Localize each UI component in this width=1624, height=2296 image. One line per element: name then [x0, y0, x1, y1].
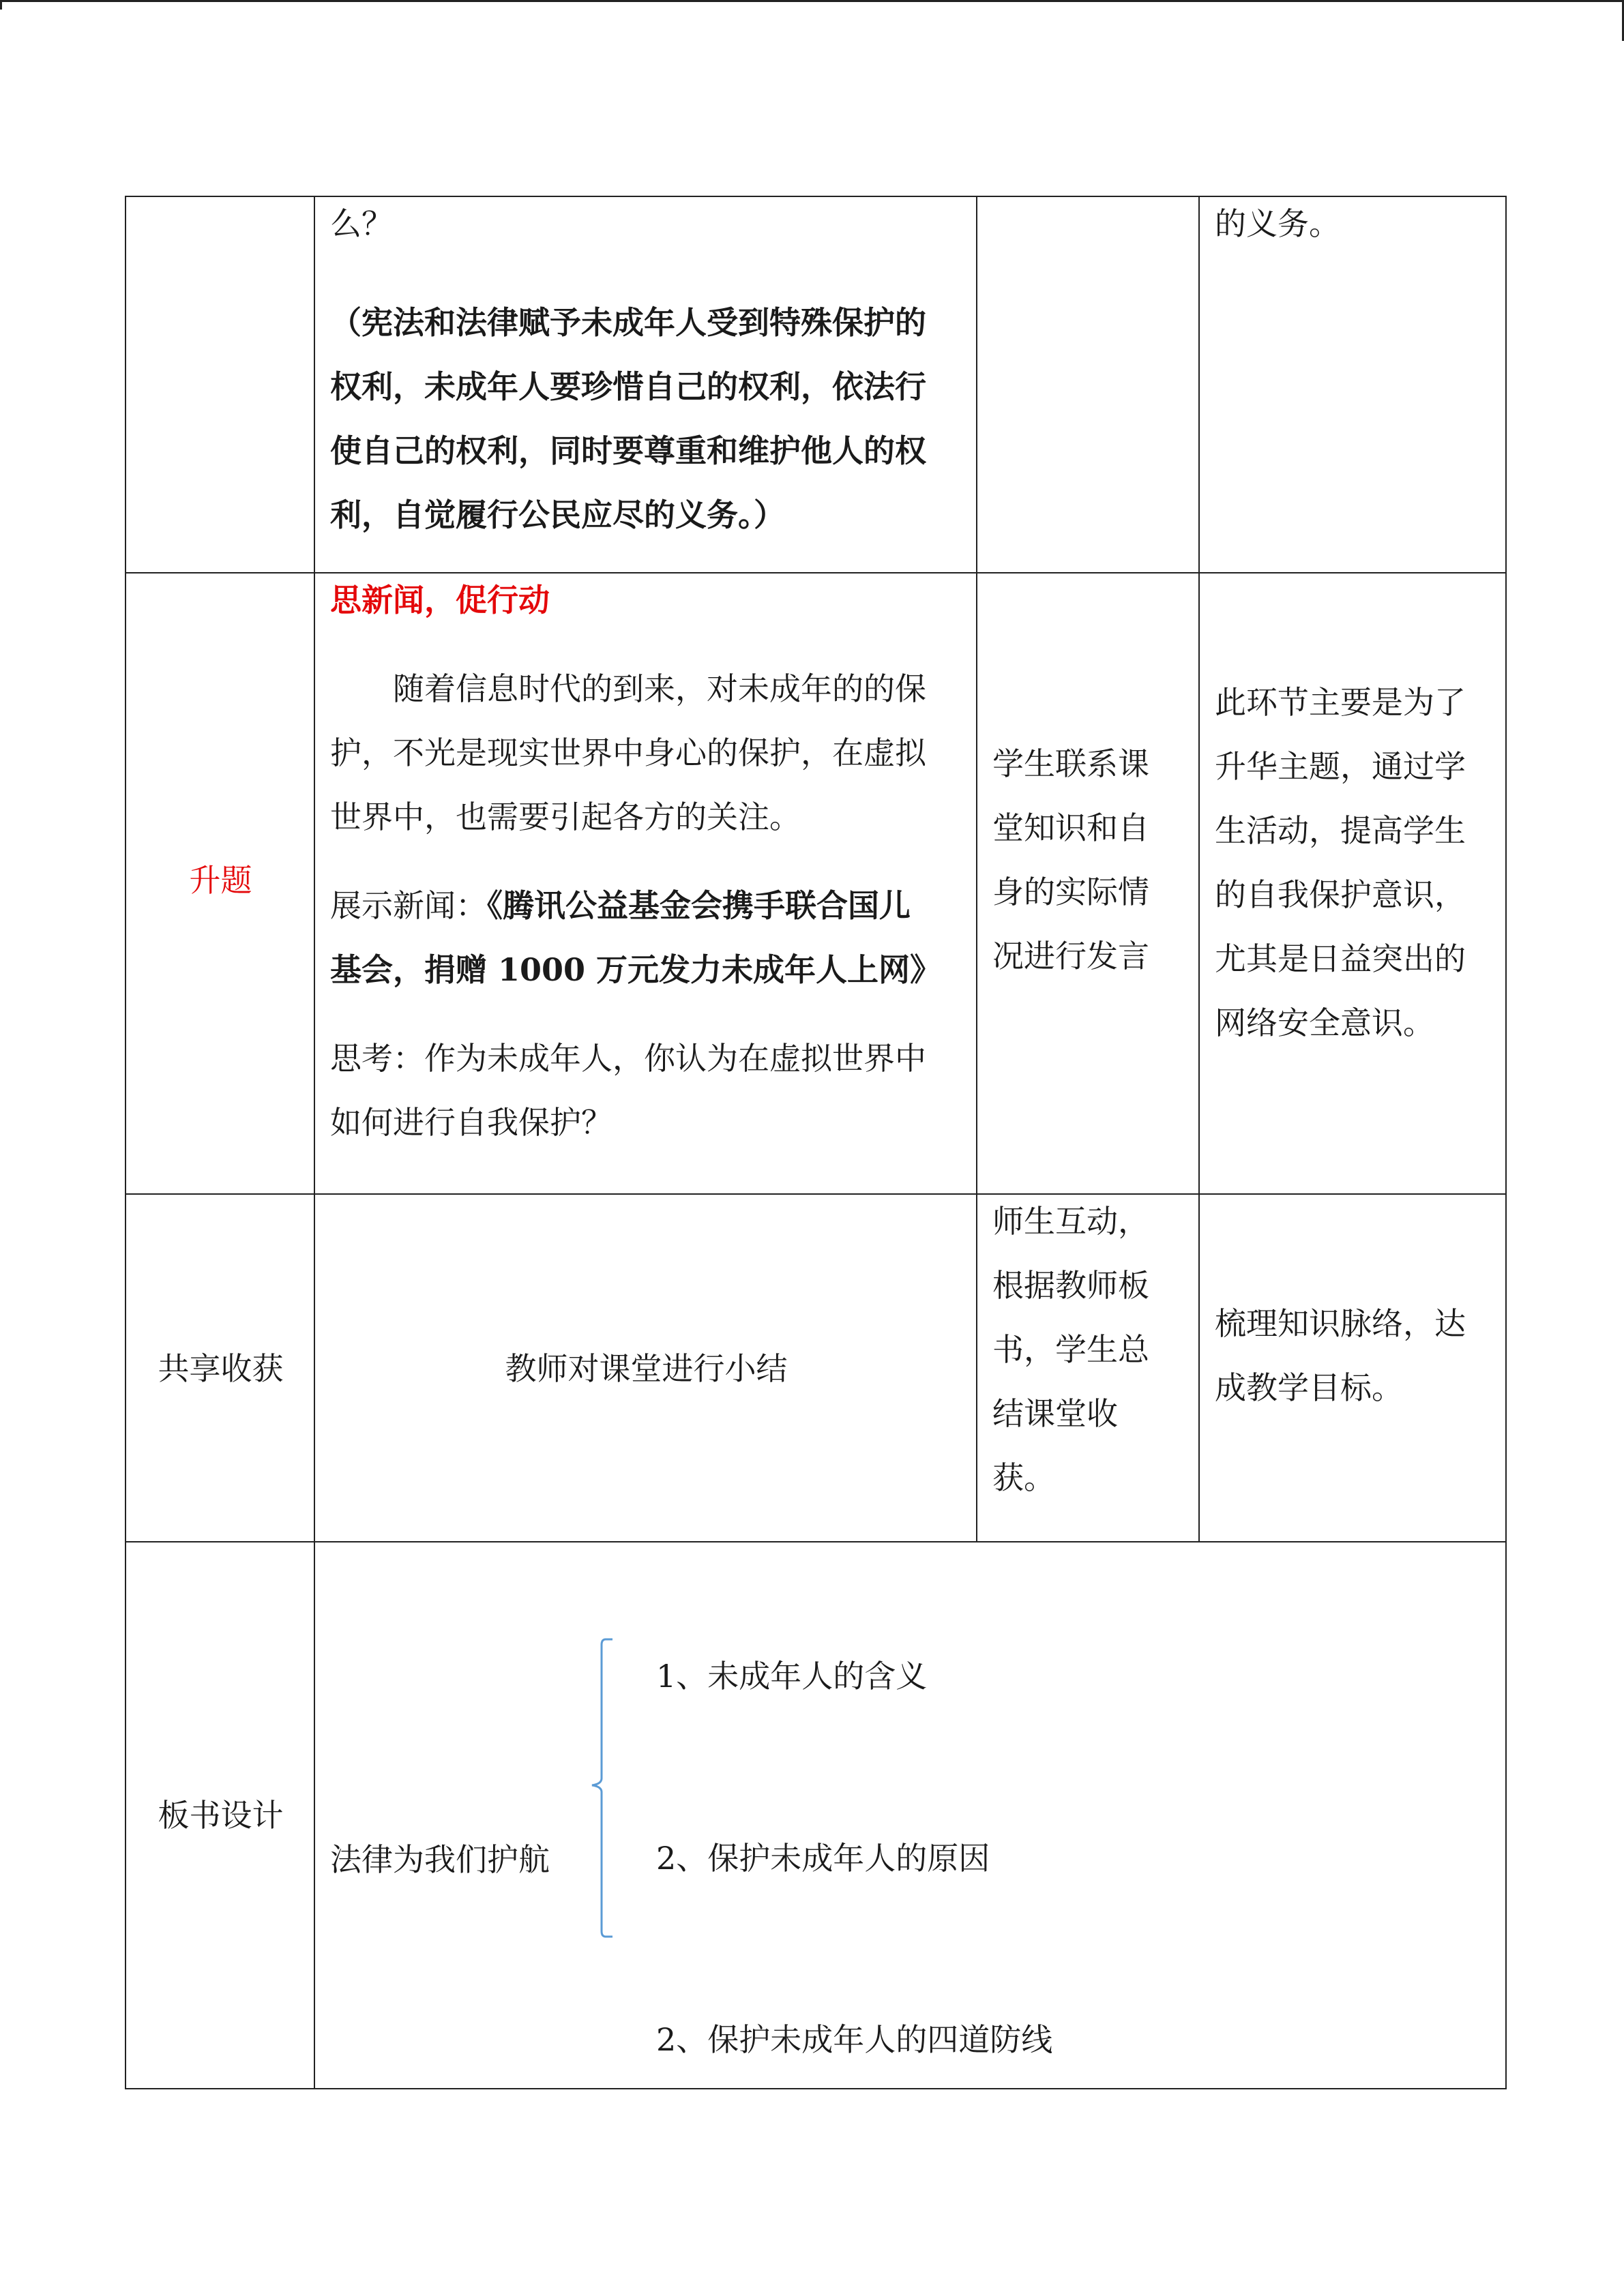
- board-item-1: 1、未成年人的含义: [656, 1658, 928, 1695]
- board-item-3: 2、保护未成年人的四道防线: [656, 2021, 1053, 2058]
- row3-stage-cell: [125, 1193, 314, 1542]
- row2-intent-line-1: 此环节主要是为了: [1215, 684, 1466, 721]
- row2-stage-cell: [125, 572, 314, 1194]
- board-brace-path: [592, 1639, 612, 1937]
- row2-student-line-4: 况进行发言: [992, 938, 1149, 974]
- row1-question-tail: 么？: [330, 205, 393, 242]
- row1-intent-text: 的义务。: [1215, 205, 1340, 242]
- row3-content-cell: [314, 1193, 976, 1542]
- board-brace: [588, 1638, 622, 1938]
- row1-answer-line-4: 利，自觉履行公民应尽的义务。）: [330, 496, 785, 533]
- board-item-2: 2、保护未成年人的原因: [656, 1840, 990, 1877]
- row1-content-cell: [314, 196, 976, 573]
- row4-stage-label: 板书设计: [158, 1797, 284, 1834]
- row1-stage-cell: [125, 196, 314, 573]
- board-root-topic: 法律为我们护航: [330, 1841, 550, 1878]
- row2-student-line-3: 身的实际情: [992, 874, 1149, 910]
- row2-intent-line-5: 尤其是日益突出的: [1215, 940, 1466, 977]
- row3-student-cell: [976, 1193, 1198, 1542]
- row1-intent-cell: [1198, 196, 1507, 573]
- row3-student-line-1: 师生互动，: [992, 1203, 1149, 1240]
- row2-news-prefix: 展示新闻：: [330, 887, 487, 924]
- row2-para-line-2: 护，不光是现实世界中身心的保护，在虚拟: [330, 734, 926, 771]
- row2-student-cell: [976, 572, 1198, 1194]
- page-left-mark: [0, 0, 2, 10]
- row3-student-line-2: 根据教师板: [992, 1267, 1149, 1304]
- row3-stage-label: 共享收获: [158, 1350, 284, 1387]
- row2-student-line-1: 学生联系课: [992, 745, 1149, 782]
- row2-intent-line-4: 的自我保护意识，: [1215, 876, 1466, 913]
- row3-student-line-5: 获。: [992, 1459, 1055, 1496]
- row2-news-title-1: 《腾讯公益基金会携手联合国儿: [487, 887, 911, 924]
- row2-think-line-2: 如何进行自我保护？: [330, 1104, 612, 1141]
- row3-intent-line-2: 成教学目标。: [1215, 1369, 1403, 1406]
- row4-stage-cell: [125, 1541, 314, 2089]
- row2-stage-label: 升题: [189, 862, 252, 899]
- row2-intent-line-6: 网络安全意识。: [1215, 1004, 1434, 1041]
- row2-para-line-3: 世界中，也需要引起各方的关注。: [330, 799, 801, 835]
- row2-intent-line-3: 生活动，提高学生: [1215, 812, 1466, 849]
- lesson-plan-table: [125, 196, 1507, 2089]
- row3-student-line-3: 书，学生总: [992, 1331, 1149, 1368]
- row2-student-line-2: 堂知识和自: [992, 809, 1149, 846]
- row2-heading: 思新闻，促行动: [330, 582, 550, 618]
- row1-answer-line-3: 使自己的权利，同时要尊重和维护他人的权: [330, 432, 926, 469]
- row1-student-cell: [976, 196, 1198, 573]
- row2-content-cell: [314, 572, 976, 1194]
- row2-news-title-2: 基会，捐赠 1000 万元发力未成年人上网》: [330, 951, 942, 988]
- row3-student-line-4: 结课堂收: [992, 1395, 1118, 1432]
- row2-intent-cell: [1198, 572, 1507, 1194]
- row1-answer-line-2: 权利，未成年人要珍惜自己的权利，依法行: [330, 368, 926, 405]
- row2-intent-line-2: 升华主题，通过学: [1215, 748, 1466, 785]
- row2-think-line-1: 思考：作为未成年人，你认为在虚拟世界中: [330, 1040, 926, 1077]
- row1-answer-line-1: （宪法和法律赋予未成年人受到特殊保护的: [330, 304, 926, 341]
- page-top-border: [0, 0, 1624, 2]
- row2-news-line-1: [330, 874, 911, 938]
- row4-board-cell: [314, 1541, 1507, 2089]
- row3-intent-cell: [1198, 1193, 1507, 1542]
- row2-para-line-1: 随着信息时代的到来，对未成年的的保: [393, 670, 926, 707]
- row3-summary-text: 教师对课堂进行小结: [505, 1350, 788, 1387]
- row3-intent-line-1: 梳理知识脉络，达: [1215, 1305, 1466, 1342]
